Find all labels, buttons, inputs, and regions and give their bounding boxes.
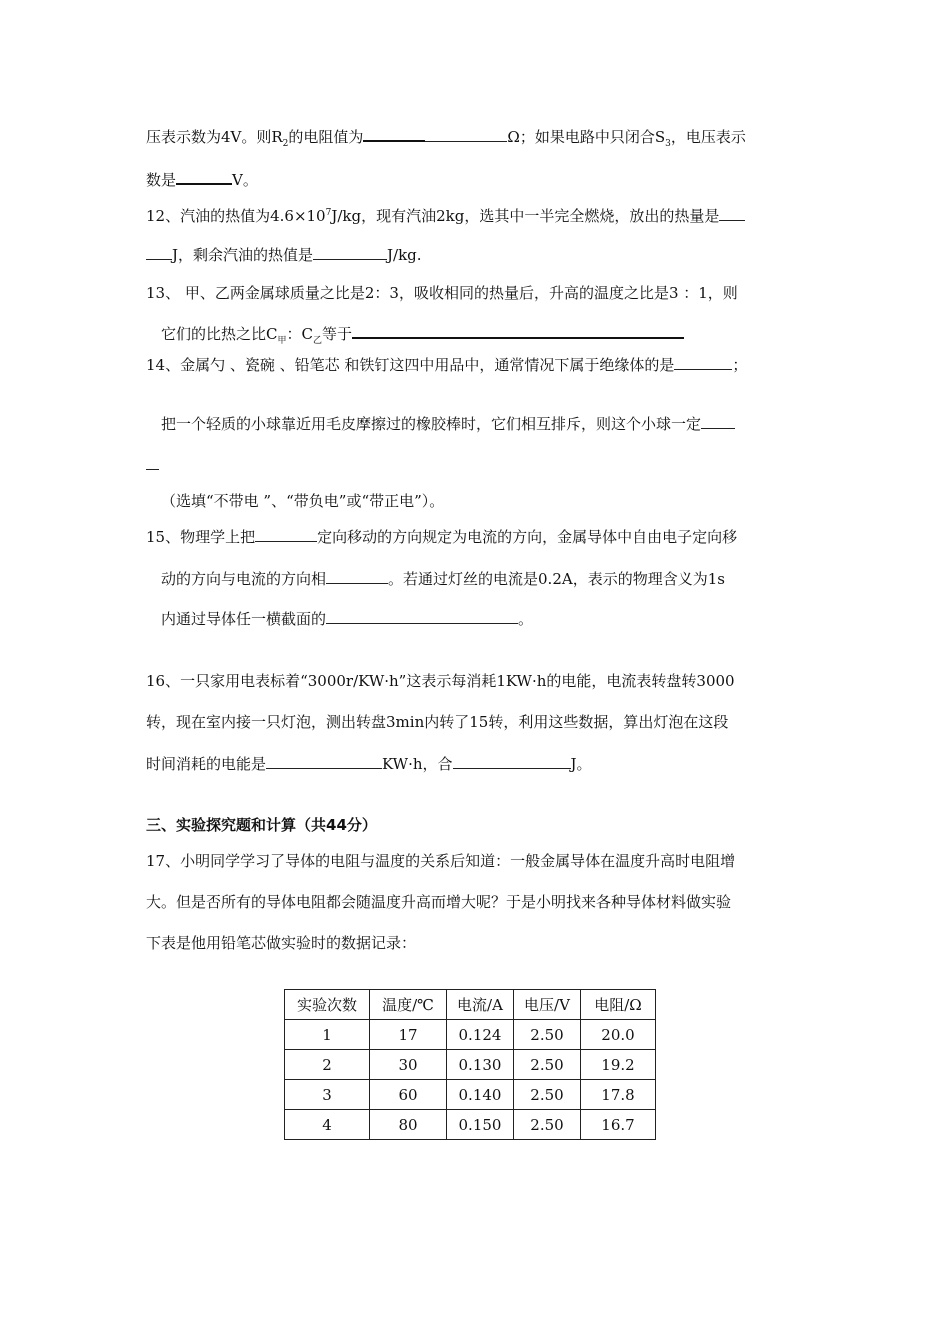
answer-blank[interactable] bbox=[313, 245, 387, 260]
table-cell: 30 bbox=[370, 1050, 447, 1080]
table-header-cell: 电压/V bbox=[514, 990, 581, 1020]
answer-blank[interactable] bbox=[453, 754, 571, 769]
q16-line2: 转，现在室内接一只灯泡，测出转盘3min内转了15转，利用这些数据，算出灯泡在这段 bbox=[146, 713, 729, 731]
q14-line1: 14、金属勺 、瓷碗 、铅笔芯 和铁钉这四中用品中，通常情况下属于绝缘体的是 ； bbox=[146, 356, 748, 374]
table-cell: 2.50 bbox=[514, 1050, 581, 1080]
table-cell: 17 bbox=[370, 1020, 447, 1050]
answer-blank[interactable] bbox=[176, 169, 232, 185]
table-cell: 4 bbox=[285, 1110, 370, 1140]
table-cell: 17.8 bbox=[581, 1080, 656, 1110]
table-cell: 2.50 bbox=[514, 1020, 581, 1050]
table-cell: 2.50 bbox=[514, 1080, 581, 1110]
q14-line3 bbox=[146, 455, 159, 475]
q17-line2: 大。但是否所有的导体电阻都会随温度升高而增大呢？于是小明找来各种导体材料做实验 bbox=[146, 893, 732, 911]
q16-line1: 16、一只家用电表标着“3000r/KW·h”这表示每消耗1KW·h的电能，电流表转盘转3000 bbox=[146, 672, 735, 690]
table-header-cell: 实验次数 bbox=[285, 990, 370, 1020]
table-cell: 16.7 bbox=[581, 1110, 656, 1140]
answer-blank[interactable] bbox=[719, 206, 745, 221]
table-cell: 0.124 bbox=[447, 1020, 514, 1050]
answer-blank[interactable] bbox=[326, 609, 518, 624]
answer-blank[interactable] bbox=[674, 355, 732, 370]
table-cell: 20.0 bbox=[581, 1020, 656, 1050]
q14-line2: 把一个轻质的小球靠近用毛皮摩擦过的橡胶棒时，它们相互排斥，则这个小球一定 bbox=[161, 414, 735, 434]
q17-line1: 17、小明同学学习了导体的电阻与温度的关系后知道：一般金属导体在温度升高时电阻增 bbox=[146, 852, 736, 870]
table-cell: 2 bbox=[285, 1050, 370, 1080]
q17-line3: 下表是他用铅笔芯做实验时的数据记录： bbox=[146, 934, 417, 952]
q15-line3: 内通过导体任一横截面的 。 bbox=[161, 610, 534, 628]
answer-blank[interactable] bbox=[266, 754, 382, 769]
table-header-cell: 电阻/Ω bbox=[581, 990, 656, 1020]
answer-blank[interactable] bbox=[701, 414, 735, 429]
table-cell: 1 bbox=[285, 1020, 370, 1050]
q13-line1: 13、 甲、乙两金属球质量之比是2：3，吸收相同的热量后，升高的温度之比是3 ：1，则 bbox=[146, 284, 738, 302]
q12-line2: J，剩余汽油的热值是 J/kg. bbox=[146, 245, 422, 265]
answer-blank[interactable] bbox=[255, 527, 317, 542]
data-table bbox=[284, 989, 656, 1140]
answer-blank[interactable] bbox=[363, 126, 425, 142]
answer-blank[interactable] bbox=[146, 455, 159, 470]
table-cell: 2.50 bbox=[514, 1110, 581, 1140]
q11-line2: 数是 V。 bbox=[146, 171, 258, 189]
answer-blank[interactable] bbox=[352, 323, 684, 339]
answer-blank[interactable] bbox=[326, 569, 388, 584]
table-cell: 80 bbox=[370, 1110, 447, 1140]
q15-line2: 动的方向与电流的方向相 。若通过灯丝的电流是0.2A，表示的物理含义为1s bbox=[161, 570, 725, 588]
section-heading: 三、实验探究题和计算（共44分） bbox=[146, 816, 377, 834]
q13-line2: 它们的比热之比$C_甲$：$C_乙$等于 bbox=[161, 323, 684, 344]
q14-line4: （选填“不带电 ”、“带负电”或“带正电”）。 bbox=[161, 492, 445, 510]
table-row bbox=[285, 1110, 656, 1140]
table-cell: 0.130 bbox=[447, 1050, 514, 1080]
q12-line1: 12、汽油的热值为$4.6\times 10^7J/kg$，现有汽油2kg，选其中一半完全燃烧，放出的热量是 bbox=[146, 206, 745, 226]
q15-line1: 15、物理学上把 定向移动的方向规定为电流的方向，金属导体中自由电子定向移 bbox=[146, 528, 738, 546]
table-row bbox=[285, 1050, 656, 1080]
answer-blank[interactable] bbox=[425, 127, 507, 142]
table-header-cell: 温度/℃ bbox=[370, 990, 447, 1020]
table-cell: 19.2 bbox=[581, 1050, 656, 1080]
table-header-cell: 电流/A bbox=[447, 990, 514, 1020]
table-cell: 0.150 bbox=[447, 1110, 514, 1140]
table-row bbox=[285, 1020, 656, 1050]
table-header-row bbox=[285, 990, 656, 1020]
table-cell: 0.140 bbox=[447, 1080, 514, 1110]
table-cell: 3 bbox=[285, 1080, 370, 1110]
table-row bbox=[285, 1080, 656, 1110]
q16-line3: 时间消耗的电能是 KW·h，合 J。 bbox=[146, 755, 592, 773]
table-cell: 60 bbox=[370, 1080, 447, 1110]
q11-line1: 压表示数为4V。则$R_2$的电阻值为 Ω；如果电路中只闭合$S_3$，电压表示 bbox=[146, 128, 746, 149]
answer-blank[interactable] bbox=[146, 245, 172, 260]
